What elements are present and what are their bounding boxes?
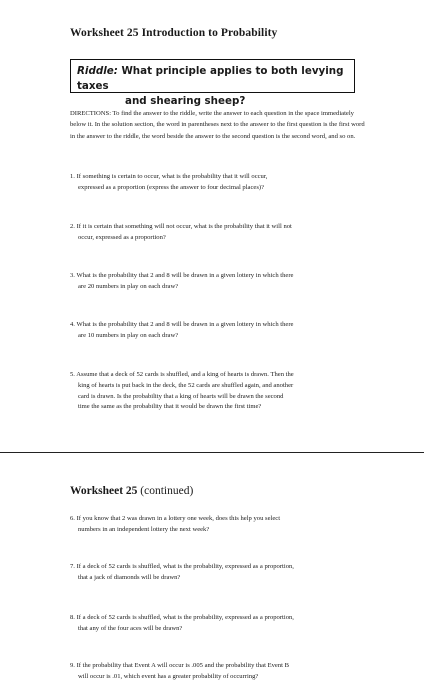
riddle-line-2: and shearing sheep? xyxy=(125,95,246,107)
question-6 xyxy=(70,514,362,536)
question-4 xyxy=(70,320,362,342)
question-3 xyxy=(70,271,362,293)
riddle-box xyxy=(70,59,355,107)
question-line: numbers in an independent lottery the next week? xyxy=(78,525,210,533)
question-8 xyxy=(70,613,362,635)
question-5 xyxy=(70,370,362,413)
riddle-line-1: What principle applies to both levying taxes xyxy=(77,65,344,92)
question-line: time the same as the probability that it would be drawn the first time? xyxy=(78,403,262,411)
directions-text: DIRECTIONS: To find the answer to the riddle, write the answer to each question in the space immediately below it. In the solution section, the word in parentheses next to the answer to the first question is the first word in the answer to the riddle, the word beside the answer to the second question is the second word, and so on. xyxy=(70,110,365,140)
page-title-suffix: (continued) xyxy=(140,485,194,497)
page-title-text: Worksheet 25 xyxy=(70,485,138,497)
worksheet-page-2 xyxy=(0,458,424,700)
page-title-continued xyxy=(70,485,193,497)
question-line: 9. If the probability that Event A will occur is .005 and the probability that Event B xyxy=(70,662,290,669)
question-line: 5. Assume that a deck of 52 cards is shuffled, and a king of hearts is drawn. Then the xyxy=(70,371,294,378)
question-line: 3. What is the probability that 2 and 8 will be drawn in a given lottery in which there xyxy=(70,272,294,279)
question-7 xyxy=(70,562,362,584)
question-9 xyxy=(70,661,362,683)
question-line: will occur is .01, which event has a greater probability of occurring? xyxy=(78,672,259,680)
question-line: 1. If something is certain to occur, what is the probability that it will occur, xyxy=(70,173,268,180)
question-line: card is drawn. Is the probability that a king of hearts will be drawn the second xyxy=(78,392,284,400)
question-line: 4. What is the probability that 2 and 8 will be drawn in a given lottery in which there xyxy=(70,321,294,328)
question-2 xyxy=(70,222,362,244)
question-line: are 10 numbers in play on each draw? xyxy=(78,331,179,339)
riddle-label: Riddle: xyxy=(77,65,118,77)
question-line: that a jack of diamonds will be drawn? xyxy=(78,573,181,581)
question-1 xyxy=(70,172,362,194)
question-line: that any of the four aces will be drawn? xyxy=(78,624,183,632)
question-line: king of hearts is put back in the deck, the 52 cards are shuffled again, and another xyxy=(78,381,294,389)
question-line: 6. If you know that 2 was drawn in a lottery one week, does this help you select xyxy=(70,515,281,522)
question-line: occur, expressed as a proportion? xyxy=(78,233,166,241)
page-title: Worksheet 25 Introduction to Probability xyxy=(70,27,278,39)
question-line: expressed as a proportion (express the answer to four decimal places)? xyxy=(78,183,265,191)
question-line: 7. If a deck of 52 cards is shuffled, what is the probability, expressed as a proportion, xyxy=(70,563,294,570)
question-line: 8. If a deck of 52 cards is shuffled, what is the probability, expressed as a proportion, xyxy=(70,614,294,621)
question-line: are 20 numbers in play on each draw? xyxy=(78,282,179,290)
question-line: 2. If it is certain that something will not occur, what is the probability that it will not xyxy=(70,223,292,230)
